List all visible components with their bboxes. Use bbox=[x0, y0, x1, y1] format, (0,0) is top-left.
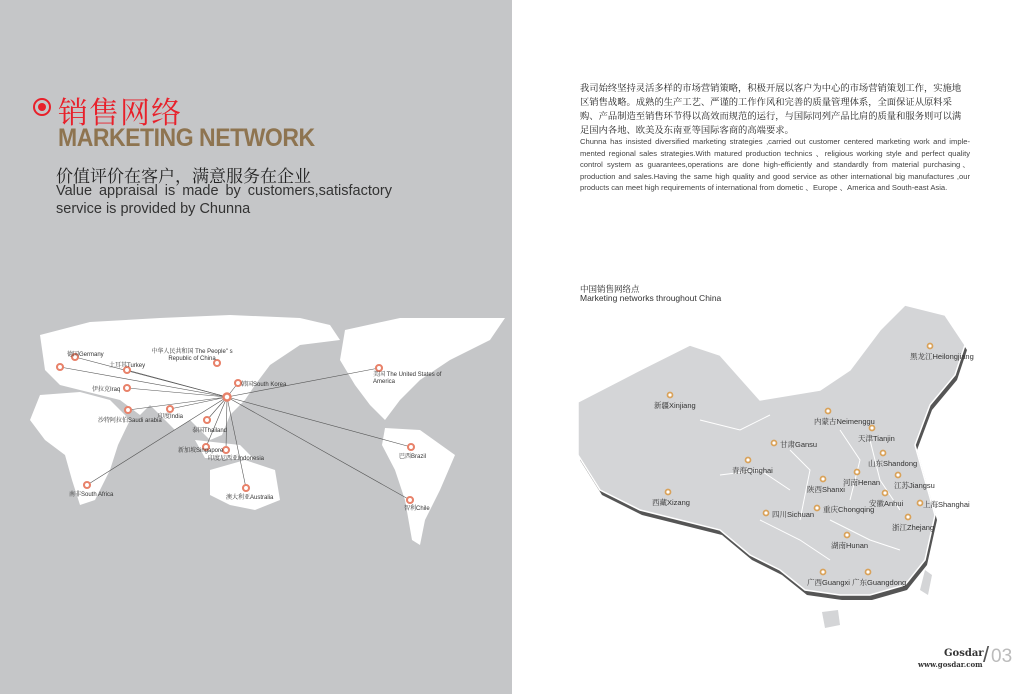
province-marker bbox=[928, 344, 933, 349]
world-location-label: 巴西Brazil bbox=[399, 454, 427, 460]
province-marker bbox=[815, 506, 820, 511]
location-marker bbox=[84, 482, 90, 488]
intro-text-en: Chunna has insisted diversified marketing strategies ,carried out customer centered marketing work and imple-mented regional sales strategies.With matured production technics 、religious working style and perfect quality control system as guarantees,operations are done high-efficiently and standardly from material purchasing、production and sales.Having the same high quality and good service as other international big manufactures ,our products can meet high requirements of international from dometic 、Europe 、America and South-east Asia. bbox=[580, 137, 970, 192]
province-marker bbox=[883, 491, 888, 496]
continent-south-america bbox=[382, 428, 455, 545]
bullet-icon bbox=[33, 98, 51, 116]
province-label: 天津Tianjin bbox=[858, 434, 895, 443]
brand-name: Gosdar bbox=[944, 648, 984, 659]
slogan-cn: 价值评价在客户，满意服务在企业 bbox=[56, 167, 311, 187]
province-marker bbox=[746, 458, 751, 463]
province-label: 江苏Jiangsu bbox=[894, 481, 935, 490]
province-marker bbox=[821, 477, 826, 482]
hub-marker bbox=[224, 394, 231, 401]
province-label: 上海Shanghai bbox=[923, 500, 970, 509]
province-marker bbox=[764, 511, 769, 516]
continent-north-america bbox=[340, 318, 505, 420]
website-link[interactable]: www.gosdar.com bbox=[918, 660, 983, 669]
china-silhouette bbox=[578, 305, 965, 595]
province-label: 青海Qinghai bbox=[732, 466, 773, 475]
province-marker bbox=[881, 451, 886, 456]
province-label: 广东Guangdong bbox=[852, 578, 907, 587]
intro-text-cn: 我司始终坚持灵活多样的市场营销策略，积极开展以客户为中心的市场营销策划工作，实施地区销售战略。成熟的生产工艺、严谨的工作作风和完善的质量管理体系，全面保证从原料采购、产品制造至销售环节得以高效而规范的运行，与国际同列产品比肩的质量和服务则可以满足国内各地、欧美及东南亚等国际客商的高端要求。 bbox=[580, 83, 962, 136]
world-location-label: 新加坡Singapore bbox=[178, 448, 224, 454]
world-location-label: 美国 The United States of America bbox=[373, 372, 442, 385]
world-location-label: 伊拉克Iraq bbox=[92, 387, 121, 393]
world-location-label: 泰国Thailand bbox=[192, 428, 228, 434]
slogan-en: Value appraisal is made by customers,satisfactory service is provided by Chunna bbox=[56, 183, 392, 217]
province-marker bbox=[906, 515, 911, 520]
province-marker bbox=[668, 393, 673, 398]
province-label: 四川Sichuan bbox=[772, 510, 815, 519]
province-marker bbox=[918, 501, 923, 506]
page-title-cn: 销售网络 bbox=[58, 96, 182, 131]
province-label: 河南Henan bbox=[843, 478, 881, 487]
page-number: 03 bbox=[991, 646, 1013, 667]
province-label: 黑龙江Heilongjiang bbox=[910, 352, 974, 361]
location-marker bbox=[57, 364, 63, 370]
world-location-label: 德国Germany bbox=[67, 352, 104, 358]
province-marker bbox=[845, 533, 850, 538]
province-label: 湖南Hunan bbox=[831, 541, 869, 550]
world-location-label: 澳大利亚Australia bbox=[226, 495, 274, 501]
province-label: 山东Shandong bbox=[868, 459, 918, 468]
province-label: 陕西Shanxi bbox=[807, 485, 845, 494]
province-label: 内蒙古Neimenggu bbox=[814, 417, 875, 426]
world-location-label: 土耳其Turkey bbox=[109, 363, 146, 369]
province-label: 安徽Anhui bbox=[869, 499, 904, 508]
province-marker bbox=[821, 570, 826, 575]
location-marker bbox=[376, 365, 382, 371]
page-title-en: MARKETING NETWORK bbox=[58, 124, 315, 152]
location-marker bbox=[125, 407, 131, 413]
world-location-label: 韩国South Korea bbox=[241, 382, 287, 388]
province-label: 重庆Chongqing bbox=[823, 505, 875, 514]
china-map-title-cn: 中国销售网络点 bbox=[580, 285, 640, 295]
province-label: 浙江Zhejang bbox=[892, 523, 935, 532]
world-location-label: 印度India bbox=[158, 414, 184, 420]
taiwan-island bbox=[920, 570, 932, 595]
province-marker bbox=[896, 473, 901, 478]
province-marker bbox=[866, 570, 871, 575]
location-marker bbox=[204, 417, 210, 423]
province-marker bbox=[826, 409, 831, 414]
world-location-label: 智利Chile bbox=[404, 506, 430, 512]
world-location-label: 沙特阿拉伯Saudi arabia bbox=[98, 418, 162, 424]
province-label: 广西Guangxi bbox=[807, 578, 850, 587]
hainan-island bbox=[822, 610, 840, 628]
province-label: 西藏Xizang bbox=[652, 498, 690, 507]
world-location-label: 印度尼西亚Indonesia bbox=[208, 456, 265, 462]
location-marker bbox=[124, 385, 130, 391]
world-location-label: 南非South Africa bbox=[69, 492, 114, 498]
province-marker bbox=[855, 470, 860, 475]
location-marker bbox=[408, 444, 414, 450]
page-divider: / bbox=[983, 642, 990, 667]
world-location-label: 中华人民共和国 The People" s Republic of China bbox=[151, 349, 233, 362]
province-label: 新疆Xinjiang bbox=[654, 401, 696, 410]
province-marker bbox=[666, 490, 671, 495]
location-marker bbox=[243, 485, 249, 491]
china-map-title-en: Marketing networks throughout China bbox=[580, 293, 722, 303]
province-label: 甘肃Gansu bbox=[780, 440, 818, 449]
province-marker bbox=[772, 441, 777, 446]
